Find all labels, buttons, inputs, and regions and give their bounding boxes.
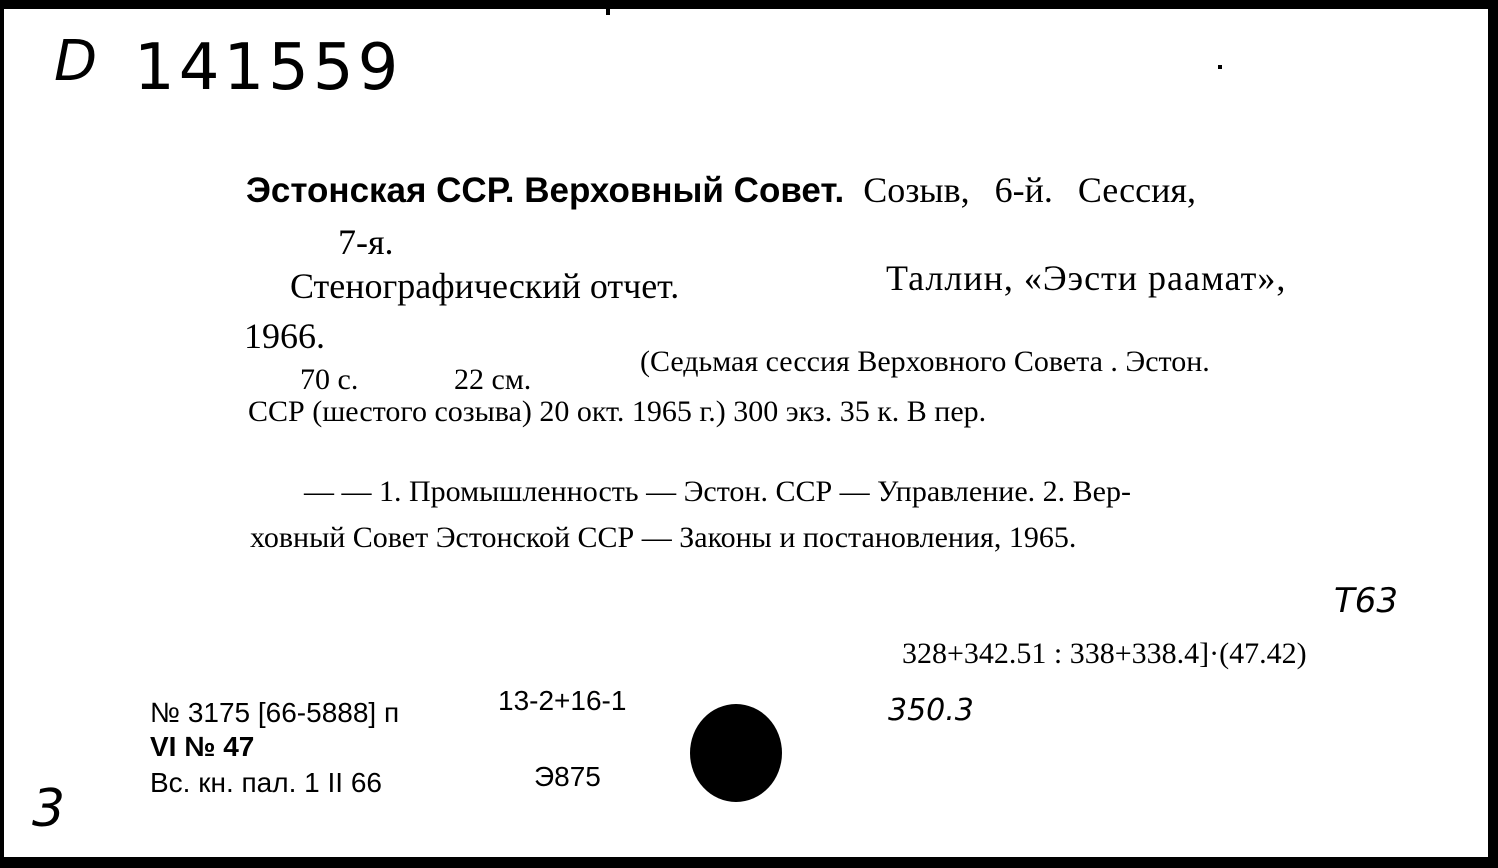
- ink-blot: [690, 704, 782, 802]
- card-id-number: 141559: [134, 31, 403, 105]
- handwritten-corner-number: 3: [32, 779, 66, 839]
- subjects-line1: — — 1. Промышленность — Эстон. ССР — Управление. 2. Вер-: [304, 475, 1131, 508]
- catalog-number: № 3175 [66-5888] п: [150, 697, 400, 728]
- catalog-card: [4, 9, 1488, 857]
- year: 1966.: [244, 316, 325, 356]
- classification-index: 328+342.51 : 338+338.4]·(47.42): [902, 637, 1307, 670]
- size: 22 см.: [454, 363, 532, 396]
- catalog-chamber: Вс. кн. пал. 1 II 66: [150, 767, 382, 798]
- series-note: (Седьмая сессия Верховного Совета . Эстон.: [640, 345, 1210, 378]
- catalog-order: Э875: [534, 761, 601, 792]
- description-line2: ССР (шестого созыва) 20 окт. 1965 г.) 300 экз. 35 к. В пер.: [248, 395, 987, 428]
- ink-speck: [1218, 65, 1222, 69]
- publisher-line: Таллин, «Ээсти раамат»,: [886, 258, 1287, 298]
- heading-line: [246, 169, 1196, 211]
- heading-bold: Эстонская ССР. Верховный Совет.: [246, 171, 845, 210]
- catalog-volume: VI № 47: [150, 731, 255, 762]
- heading-rest: Созыв, 6-й. Сессия,: [863, 170, 1196, 210]
- handwritten-code: Т63: [1334, 581, 1399, 621]
- heading-continuation: 7-я.: [338, 222, 394, 262]
- pages: 70 с.: [300, 363, 359, 396]
- subjects-line2: ховный Совет Эстонской ССР — Законы и постановления, 1965.: [250, 521, 1077, 554]
- card-id-prefix: D: [54, 29, 98, 94]
- catalog-code: 13-2+16-1: [498, 685, 627, 716]
- title-line: Стенографический отчет.: [290, 266, 680, 306]
- ink-speck: [606, 9, 610, 15]
- handwritten-class: 350.3: [888, 693, 974, 728]
